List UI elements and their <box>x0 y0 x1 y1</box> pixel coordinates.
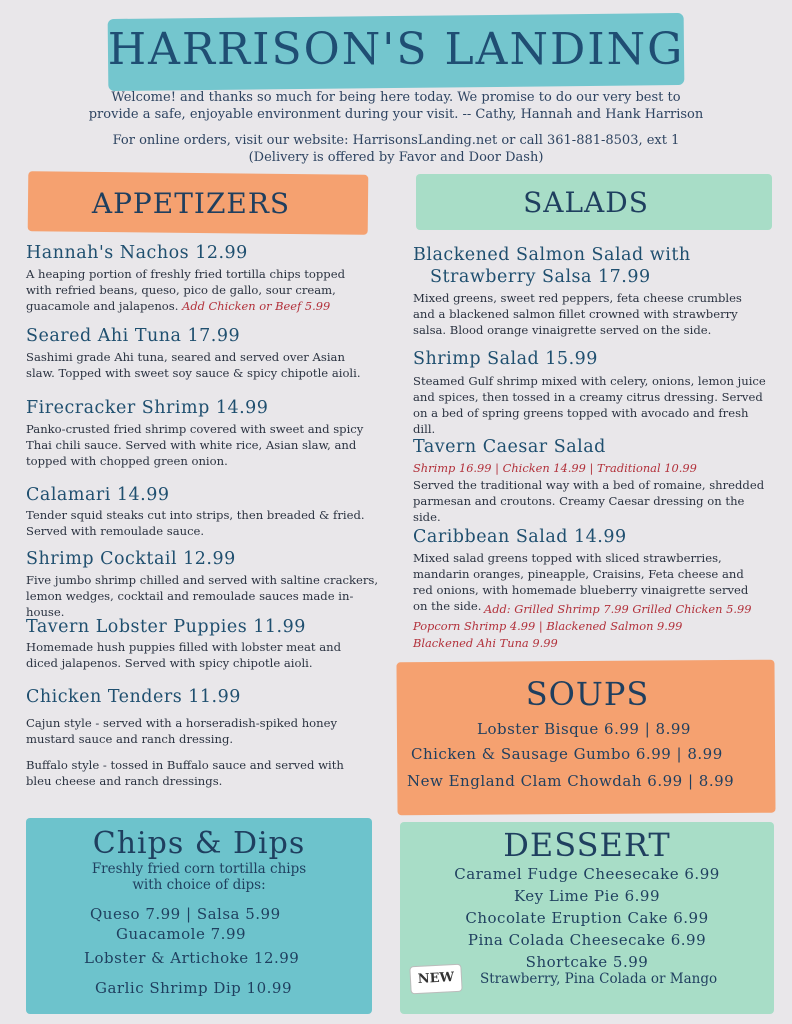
salad-addon-caribbean-1: Add: Grilled Shrimp 7.99 Grilled Chicken 5.99 <box>484 602 752 616</box>
new-badge: NEW <box>409 964 462 995</box>
salad-addon-caribbean-3: Blackened Ahi Tuna 9.99 <box>413 636 558 650</box>
appetizer-addon-nachos: Add Chicken or Beef 5.99 <box>182 299 331 313</box>
appetizer-desc-puppies: Homemade hush puppies filled with lobster meat and diced jalapenos. Served with spicy chipotle aioli. <box>26 640 342 670</box>
dessert-title: DESSERT <box>503 826 671 864</box>
dessert-pina-colada: Pina Colada Cheesecake 6.99 <box>467 931 707 949</box>
salad-desc-salmon: Mixed greens, sweet red peppers, feta cheese crumbles and a blackened salmon fillet crowned with strawberry salsa. Blood orange vinaigrette served on the side. <box>413 291 742 337</box>
soup-lobster-bisque: Lobster Bisque 6.99 | 8.99 <box>477 720 691 738</box>
chips-title: Chips & Dips <box>92 826 306 861</box>
salad-name-shrimp: Shrimp Salad 15.99 <box>413 349 598 369</box>
dip-garlic-shrimp: Garlic Shrimp Dip 10.99 <box>95 979 292 997</box>
welcome-line-2: provide a safe, enjoyable environment during your visit. -- Cathy, Hannah and Hank Harrison <box>88 107 704 122</box>
salad-name-salmon: Blackened Salmon Salad with <box>413 245 691 265</box>
dip-lobster-artichoke: Lobster & Artichoke 12.99 <box>84 949 300 967</box>
appetizer-name-calamari: Calamari 14.99 <box>26 485 170 505</box>
chips-subtitle-1: Freshly fried corn tortilla chips <box>91 861 307 877</box>
appetizer-name-firecracker: Firecracker Shrimp 14.99 <box>26 398 269 418</box>
appetizers-title: APPETIZERS <box>91 187 291 220</box>
appetizer-name-ahi: Seared Ahi Tuna 17.99 <box>26 326 241 346</box>
appetizer-desc-calamari: Tender squid steaks cut into strips, then breaded & fried. Served with remoulade sauce. <box>26 508 365 538</box>
appetizer-desc-ahi: Sashimi grade Ahi tuna, seared and served over Asian slaw. Topped with sweet soy sauce & spicy chipotle aioli. <box>26 350 361 380</box>
salad-name-caesar: Tavern Caesar Salad <box>413 437 606 457</box>
appetizer-name-cocktail: Shrimp Cocktail 12.99 <box>26 549 236 569</box>
dessert-key-lime: Key Lime Pie 6.99 <box>514 887 660 905</box>
soups-title: SOUPS <box>525 675 650 713</box>
appetizer-desc-firecracker: Panko-crusted fried shrimp covered with sweet and spicy Thai chili sauce. Served with white rice, Asian slaw, and topped with chopped green onion. <box>26 422 364 468</box>
salad-desc-shrimp: Steamed Gulf shrimp mixed with celery, onions, lemon juice and spices, then tossed in a creamy citrus dressing. Served on a bed of spring greens topped with avocado and fresh dill. <box>413 374 766 436</box>
appetizer-name-tenders: Chicken Tenders 11.99 <box>26 687 241 707</box>
appetizer-name-puppies: Tavern Lobster Puppies 11.99 <box>26 617 306 637</box>
dip-queso-salsa: Queso 7.99 | Salsa 5.99 <box>90 905 281 923</box>
salad-name-caribbean: Caribbean Salad 14.99 <box>413 527 627 547</box>
chips-subtitle-2: with choice of dips: <box>132 877 266 893</box>
salads-title: SALADS <box>523 186 649 219</box>
salad-options-caesar: Shrimp 16.99 | Chicken 14.99 | Traditional 10.99 <box>413 461 697 475</box>
online-orders-line: For online orders, visit our website: HarrisonsLanding.net or call 361-881-8503, ext 1 <box>112 133 680 148</box>
appetizer-desc-tenders-buffalo: Buffalo style - tossed in Buffalo sauce and served with bleu cheese and ranch dressings. <box>26 758 344 788</box>
salad-desc-caesar: Served the traditional way with a bed of romaine, shredded parmesan and croutons. Creamy Caesar dressing on the side. <box>413 478 765 524</box>
salad-name-salmon-line2: Strawberry Salsa 17.99 <box>430 267 651 287</box>
restaurant-title: HARRISON'S LANDING <box>107 24 685 75</box>
dessert-chocolate: Chocolate Eruption Cake 6.99 <box>465 909 709 927</box>
shortcake-flavors: Strawberry, Pina Colada or Mango <box>480 971 718 987</box>
welcome-line-1: Welcome! and thanks so much for being here today. We promise to do our very best to <box>111 90 681 105</box>
salad-desc-caribbean: Mixed salad greens topped with sliced strawberries, mandarin oranges, pineapple, Craisins, Feta cheese and red onions, with homemade blueberry vinaigrette served on the side. <box>413 551 749 613</box>
appetizer-desc-cocktail: Five jumbo shrimp chilled and served with saltine crackers, lemon wedges, cocktail and remoulade sauces made in-house. <box>26 573 379 619</box>
dip-guacamole: Guacamole 7.99 <box>116 925 247 943</box>
dessert-caramel: Caramel Fudge Cheesecake 6.99 <box>454 865 720 883</box>
soup-clam-chowder: New England Clam Chowdah 6.99 | 8.99 <box>407 772 735 790</box>
delivery-line: (Delivery is offered by Favor and Door Dash) <box>248 150 544 165</box>
appetizer-name-nachos: Hannah's Nachos 12.99 <box>26 243 248 263</box>
dessert-shortcake: Shortcake 5.99 <box>525 953 649 971</box>
appetizer-desc-tenders-cajun: Cajun style - served with a horseradish-spiked honey mustard sauce and ranch dressing. <box>26 716 338 746</box>
salad-addon-caribbean-2: Popcorn Shrimp 4.99 | Blackened Salmon 9.99 <box>413 619 683 633</box>
appetizer-desc-nachos: A heaping portion of freshly fried tortilla chips topped with refried beans, queso, pico de gallo, sour cream, guacamole and jalapenos. Add Chicken or Beef 5.99 <box>26 267 346 313</box>
soup-gumbo: Chicken & Sausage Gumbo 6.99 | 8.99 <box>411 745 723 763</box>
